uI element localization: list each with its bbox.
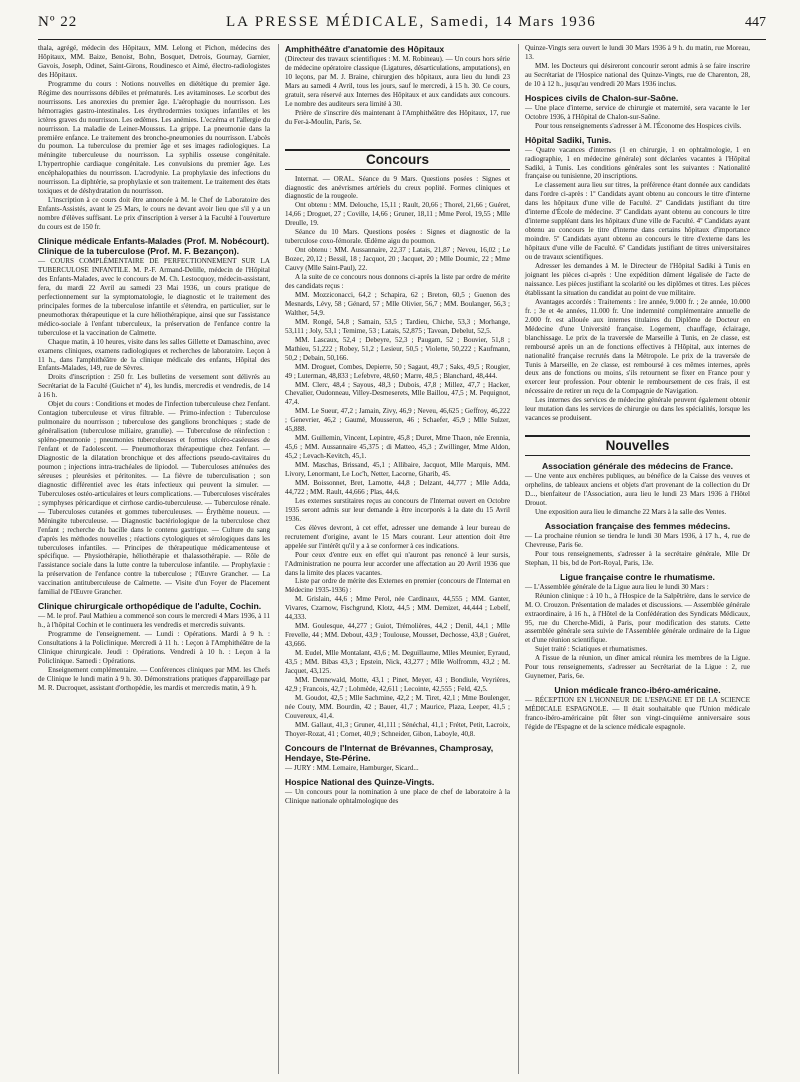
page-number: 447 xyxy=(744,15,766,30)
paragraph: — Une place d'interne, service de chirurgie et maternité, sera vacante le 1er Octobre 1936, à l'Hôpital de Chalon-sur-Saône. xyxy=(525,103,750,121)
paragraph: — COURS COMPLÉMENTAIRE DE PERFECTIONNEMENT SUR LA TUBERCULOSE INFANTILE. M. P.-F. Armand-Delille, médecin de l'Hôpital des Enfants-Malades, avec le concours de M. Ch. Lestocquoy, médecin-assistant, fera, du mardi 22 Avril au samedi 23 Mai 1936, un cours pratique de perfectionnement sur la symptomatologie, le diagnostic et le traitement des principales formes de la tuberculose infantile et s'étendra, en particulier, sur le pneumothorax thérapeutique et la cure héliothérapique, ainsi que sur l'assistance médico-sociale à l'enfant tuberculeux, la préservation de l'enfance contre la tuberculose et la vaccination de Calmette. xyxy=(38,257,270,337)
section-heading: Clinique chirurgicale orthopédique de l'adulte, Cochin. xyxy=(38,601,262,612)
results-list: MM. Dennewald, Motte, 43,1 ; Pinet, Meyer, 43 ; Bondiule, Veyrières, 42,9 ; Francois, 42,7 ; Lohmède, 42,611 ; Lecointe, 42,555 ; Feld, 42,5. xyxy=(285,675,510,693)
paragraph: Quinze-Vingts sera ouvert le lundi 30 Mars 1936 à 9 h. du matin, rue Moreau, 13. xyxy=(525,44,750,61)
paragraph: — Quatre vacances d'internes (1 en chirurgie, 1 en ophtalmologie, 1 en radiographie, 1 en médecine générale) sont déclarées vacantes à l'Hôpital Sadiki, à Tunis. Les conditions générales sont les suivantes : Nationalité française ou tunisienne, 20 inscriptions. xyxy=(525,145,750,181)
section-heading: Association française des femmes médecins. xyxy=(544,520,731,531)
section-heading: Concours de l'Internat de Brévannes, Champrosay, Hendaye, Ste-Périne. xyxy=(285,742,494,763)
paragraph: — L'Assemblée générale de la Ligue aura lieu le lundi 30 Mars : xyxy=(525,582,709,591)
paragraph: Enseignement complémentaire. — Conférences cliniques par MM. les Chefs de Clinique le lundi matin à 9 h. 30. Démonstrations pratiques d'appareillage par M. R. Ducroquet, assistant d'orthopédie, les mardis et mercredis matin, à 9 h. xyxy=(38,665,270,692)
results-list: MM. Goulesque, 44,277 ; Guiot, Trémolières, 44,2 ; Denil, 44,1 ; Mlle Frevelle, 44 ; MM. Debout, 43,9 ; Toulouse, Mousset, Dechosse, 43,8 ; Guéret, 43,666. xyxy=(285,622,510,649)
issue-number: Nº 22 xyxy=(38,14,78,30)
nouvelles-title: Nouvelles xyxy=(525,435,750,456)
paragraph: Programme du cours : Notions nouvelles en diététique du premier âge. Régime des nourrissons débiles et prématurés. Les avitaminoses. Le scorbut des nourrissons. Les anorexies du premier âge. L'aérophagie du nourrisson. Les hémorragies gastro-intestinales. Les érythrodermies toxiques infantiles et les ictères graves du nourrisson. Les œdèmes. Les anémies. L'eczéma et l'allergie du nourrisson. La maladie de Leiner-Moussus. La grippe. La pneumonie dans la première enfance. Le traitement des broncho-pneumonies du nourrisson. L'abcès du poumon. La tuberculose du premier âge et ses images radiologiques. La méningite tuberculeuse du nourrisson. La syphilis osseuse congénitale. L'hypertrophie cardiaque congénitale. Les convulsions du premier âge. Les encéphalopathies du nourrisson. L'acrodynie. La prophylaxie des infections du nourrisson. La diphtérie, sa prophylaxie et son traitement. Le traitement des états toxiques et de déshydratation du nourrisson. xyxy=(38,79,270,196)
paragraph: Ont obtenu : MM. Aussannaire, 22,37 ; Latais, 21,87 ; Neveu, 16,02 ; Le Bozec, 20,12 ; Bessil, 18 ; Jacquot, 20 ; Jacquet, 20 ; Mlle Doumic, 22 ; Mme Cauvy (Mlle Saint-Paul), 22. xyxy=(285,246,510,273)
results-list: M. Eudel, Mlle Montalant, 43,6 ; M. Deguillaume, Mlles Meunier, Eyraud, 43,5 ; MM. Bibas 43,3 ; Epstein, Nick, 43,277 ; Mlle Wolfromm, 43,2 ; M. Jacquet, 43,125. xyxy=(285,649,510,675)
issue-date: Samedi, 14 Mars 1936 xyxy=(430,14,597,30)
column-2 xyxy=(278,44,510,1074)
paragraph: — RÉCEPTION EN L'HONNEUR DE L'ESPAGNE ET DE LA SCIENCE MÉDICALE ESPAGNOLE. — Il était souhaitable que l'Union médicale franco-ibéro-américaine pût fêter son vingt-cinquième anniversaire sous l'égide de l'Espagne et de la science médicale espagnole. xyxy=(525,696,750,732)
paragraph: Programme de l'enseignement. — Lundi : Opérations. Mardi à 9 h. : Consultations à la Policlinique. Mercredi à 11 h. : Leçon à l'Amphithéâtre de la Clinique chirurgicale. Jeudi : Opérations. Vendredi à 10 h. : Leçon à la Policlinique. Samedi : Opérations. xyxy=(38,630,270,665)
paragraph: Séance du 10 Mars. Questions posées : Signes et diagnostic de la tuberculose coxo-fémorale. Œdème aigu du poumon. xyxy=(285,228,510,246)
columns xyxy=(38,44,766,1074)
column-3 xyxy=(518,44,750,1074)
concours-title: Concours xyxy=(285,149,510,170)
paragraph: A l'issue de la réunion, un dîner amical réunira les membres de la Ligue. Pour tous renseignements, s'adresser au Secrétariat de la Ligue : 2, rue Guynemer, Paris, 6e. xyxy=(525,654,750,681)
paragraph: L'inscription à ce cours doit être annoncée à M. le Chef de Laboratoire des Enfants-Assistés, avant le 25 Mars, le cours ne devant avoir lieu que s'il y a un nombre d'élèves suffisant. Le prix d'inscription à verser à la Faculté à l'ouverture du cours est de 150 fr. xyxy=(38,196,270,232)
paragraph: Adresser les demandes à M. le Directeur de l'Hôpital Sadiki à Tunis en joignant les pièces ci-après : Une expédition dûment légalisée de l'acte de naissance. Les pièces justifiant la scolarité ou les diplômes et titres. Les pièces établissant la situation du candidat au point de vue militaire. xyxy=(525,262,750,297)
results-list: MM. Maschas, Brissand, 45,1 ; Allibaire, Jacquot, Mlle Marquis, MM. Livory, Lenormant, Le Loc'h, Netter, Lacorne, Gharib, 45. xyxy=(285,461,510,479)
results-list: MM. Boissonnet, Bret, Lamotte, 44,8 ; Delzant, 44,777 ; Mlle Adda, 44,722 ; MM. Rault, 44,666 ; Plas, 44,6. xyxy=(285,478,510,496)
section-heading: Hospice National des Quinze-Vingts. xyxy=(285,776,435,787)
results-list: MM. Clerc, 48,4 ; Sayous, 48,3 ; Dubois, 47,8 ; Millez, 47,7 ; Hacker, Chevalier, Oudonneau, Villey-Desmeserets, Mlle Baillou, 47,5 ; M. Pequignot, 47,4. xyxy=(285,380,510,407)
section-heading: Clinique médicale Enfants-Malades (Prof. M. Nobécourt). Clinique de la tuberculose (Prof. M. F. Bezançon). xyxy=(38,236,270,257)
results-list: M. Grislain, 44,6 ; Mme Perol, née Cardinaux, 44,555 ; MM. Ganter, Vivares, Czarnow, Fischgrund, Klotz, 44,5 ; MM. Demizet, 44,444 ; Lebelf, 44,333. xyxy=(285,595,510,622)
results-list: MM. Guillemin, Vincent, Lepintre, 45,8 ; Duret, Mme Thaon, née Erennia, 45,6 ; MM. Aussannaire 45,375 ; di Matteo, 45,3 ; Zwillinger, Mme Aldon, 45,2 ; Levach-Kevitch, 45,1. xyxy=(285,434,510,461)
section-heading: Association générale des médecins de France. xyxy=(541,461,734,472)
paragraph: Ces élèves devront, à cet effet, adresser une demande à leur bureau de recrutement d'origine, avant le 15 Mars courant. Leur attention doit être appelée sur l'intérêt qu'il y a à se conformer à ces indications. xyxy=(285,523,510,550)
paragraph: Liste par ordre de mérite des Externes en premier (concours de l'Internat en Médecine 1935-1936) : xyxy=(285,577,510,595)
paragraph: Internat. — ORAL. Séance du 9 Mars. Questions posées : Signes et diagnostic des anévrismes artériels du creux poplité. Formes cliniques et diagnostic de la rougeole. xyxy=(285,174,510,201)
masthead xyxy=(38,0,766,40)
journal-name: LA PRESSE MÉDICALE, xyxy=(225,14,426,30)
paragraph: Prière de s'inscrire dès maintenant à l'Amphithéâtre des Hôpitaux, 17, rue du Fer-à-Moulin, Paris, 5e. xyxy=(285,108,510,126)
paragraph: — La prochaine réunion se tiendra le lundi 30 Mars 1936, à 17 h., 4, rue de Chevreuse, Paris 6e. xyxy=(525,531,750,549)
section-heading: Amphithéâtre d'anatomie des Hôpitaux xyxy=(285,44,445,54)
section-heading: Hospices civils de Chalon-sur-Saône. xyxy=(525,92,679,103)
masthead-title xyxy=(226,14,596,31)
paragraph: Une exposition aura lieu le dimanche 22 Mars à la salle des Ventes. xyxy=(535,507,727,516)
results-list: MM. Mozziconacci, 64,2 ; Schapira, 62 ; Breton, 60,5 ; Guenon des Mesnards, Lévy, 58 ; Génard, 57 ; Mlle Olivier, 56,7 ; MM. Boulanger, 56,3 ; Walther, 54,9. xyxy=(285,290,510,317)
column-1 xyxy=(38,44,270,1074)
section-heading: Hôpital Sadiki, Tunis. xyxy=(525,134,612,145)
paragraph: Pour tous renseignements, s'adresser à la secrétaire générale, Mlle Dr Stephan, 11 bis, bd de Port-Royal, Paris, 13e. xyxy=(525,549,750,567)
paragraph: Ont obtenu : MM. Delouche, 15,11 ; Rault, 20,66 ; Thorel, 21,66 ; Guéret, 14,66 ; Droguet, 27 ; Coville, 14,66 ; Gruner, 18,11 ; Mme Perol, 19,55 ; Mlle Dreulle, 19. xyxy=(285,201,510,228)
paragraph: Sujet traité : Sciatiques et rhumatismes. xyxy=(535,645,648,654)
paragraph: Les externes surstitaires reçus au concours de l'Internat ouvert en Octobre 1935 seront admis sur leur demande à être incorporés à la date du 15 Avril 1936. xyxy=(285,496,510,523)
results-list: M. Goudot, 42,5 ; Mlle Sachmine, 42,2 ; M. Tiret, 42,1 ; Mme Boulenger, née Couty, MM. Bourdin, 42 ; Bauer, 41,7 ; Maurice, Plaza, Leeper, 41,5 ; Couvereux, 41,4. xyxy=(285,693,510,720)
paragraph: Réunion clinique : à 10 h., à l'Hospice de la Salpêtrière, dans le service de M. O. Crouzon. Présentation de malades et discussions. — Assemblée générale extraordinaire, à 16 h., à l'Hôtel de la Confédération des Syndicats Médicaux, 95, rue du Cherche-Midi, à Paris, pour modification des statuts. Cette assemblée générale sera suivie de l'Assemblée générale ordinaire de la Ligue et d'une réunion scientifique. xyxy=(525,591,750,645)
paragraph: — M. le prof. Paul Mathieu a commencé son cours le mercredi 4 Mars 1936, à 11 h., à l'hôpital Cochin et le continuera les vendredis et mercredis suivants. xyxy=(38,612,270,630)
paragraph: — JURY : MM. Lemaire, Hamburger, Sicard... xyxy=(285,763,419,772)
results-list: MM. Lascaux, 52,4 ; Debeyre, 52,3 ; Paugam, 52 ; Bouvier, 51,8 ; Mathieu, 51,222 ; Robey, 51,2 ; Lesieur, 50,5 ; Violette, 50,222 ; Kaufmann, 50,2 ; Debain, 50,166. xyxy=(285,335,510,362)
paragraph: Pour tous renseignements s'adresser à M. l'Économe des Hospices civils. xyxy=(535,121,742,130)
paragraph: A la suite de ce concours nous donnons ci-après la liste par ordre de mérite des candidats reçus : xyxy=(285,273,510,291)
paragraph: — Une vente aux enchères publiques, au bénéfice de la Caisse des veuves et orphelins, de tableaux anciens et objets d'art provenant de la collection du Dr D..., bienfaiteur de l'Association, aura lieu le lundi 23 Mars 1936 à l'Hôtel Drouot. xyxy=(525,472,750,507)
results-list: MM. Gallaut, 41,3 ; Gruner, 41,111 ; Sénéchal, 41,1 ; Frétet, Petit, Lacroix, Thoyer-Rozat, 41 ; Cornet, 40,9 ; Schneider, Gibon, Laboyle, 40,8. xyxy=(285,720,510,738)
paragraph: Objet du cours : Conditions et modes de l'infection tuberculeuse chez l'enfant. Contagion tuberculeuse et virus filtrable. — Primo-infection : Tuberculose pulmonaire du nourrisson ; tuberculose des ganglions bronchiques ; stade de généralisation (tuberculose miliaire, granulie). — Tuberculose de réinfection : spléno-pneumonie ; pneumonies tuberculeuses et formes ulcéro-caséeuses de l'enfant et de l'adolescent. — Pneumothorax thérapeutique chez l'enfant. — Diagnostic de la dilatation bronchique et des affections pseudo-cavitaires du poumon ; injections intra-trachéales de lipiodol. — Tuberculoses atténuées des séreuses ; pleurésies et péritonites. — La fièvre de tuberculisation ; son diagnostic différentiel avec les états infectieux qui peuvent la simuler. — Tuberculoses ostéo-articulaires et leurs complications. — Tuberculoses viscérales ; symphyses péricardique et cirrhose cardio-tuberculeuse. — Tuberculose rénale. — Tuberculoses cutanées et gommes tuberculeuses. — Érythème noueux. — Méningite tuberculeuse. — Diagnostic bactériologique de la tuberculose chez l'enfant ; recherche du bacille dans le contenu gastrique. — Culture du sang d'après les méthodes nouvelles ; réactions cytologiques et sérologiques dans les tuberculoses infantiles. — Principes de thérapeutique médicamenteuse et spécifique. — Physiothérapie, héliothérapie et thalassothérapie. — Rôle de l'assistance sociale dans la lutte contre la tuberculose infantile. — Prophylaxie : la préservation de l'enfance contre la tuberculose ; l'Œuvre Grancher. — La vaccination antituberculeuse de Calmette. — Visite d'un Foyer de Placement familial de l'Œuvre Grancher. xyxy=(38,400,270,597)
paragraph: Le classement aura lieu sur titres, la préférence étant donnée aux candidats dans l'ordre ci-après : 1º Candidats ayant obtenu au concours le titre d'interne dans les hôpitaux d'une ville de Faculté. 2º Candidats justifiant du titre d'interne d'École de médecine. 3º Candidats ayant obtenu au concours le titre d'interne suppléant dans les hôpitaux d'une ville de Faculté. 4º Candidats ayant obtenu au concours le titre d'interne dans certains hôpitaux d'importance moindre. 5º Candidats ayant obtenu au concours le titre d'externe dans les hôpitaux d'une ville de Faculté. 6º Candidats justifiant de titres universitaires ou de travaux scientifiques. xyxy=(525,181,750,262)
paragraph: — Un concours pour la nomination à une place de chef de laboratoire à la Clinique nationale ophtalmologique des xyxy=(285,787,510,805)
results-list: MM. Rongé, 54,8 ; Samain, 53,5 ; Tardieu, Chiche, 53,3 ; Morhange, 53,111 ; Joly, 53,1 ; Temime, 53 ; Latais, 52,875 ; Tavean, Debelut, 52,5. xyxy=(285,317,510,335)
paragraph: Chaque matin, à 10 heures, visite dans les salles Gillette et Damaschino, avec examens cliniques, examens radiologiques et recherches de laboratoire. Leçon à 11 h., dans l'amphithéâtre de la clinique médicale des enfants, Hôpital des Enfants-Malades, 149, rue de Sèvres. xyxy=(38,337,270,373)
results-list: MM. Le Sueur, 47,2 ; Jamain, Zivy, 46,9 ; Neveu, 46,625 ; Geffroy, 46,222 ; Genevrier, 46,2 ; Gaumé, Mousseron, 46 ; Schaefer, 45,9 ; Mlle Sulzer, 45,888. xyxy=(285,407,510,434)
paragraph: Les internes des services de médecine générale peuvent également obtenir leur mutation dans les services de chirurgie ou dans les spécialités, lorsque les vacances se produisent. xyxy=(525,396,750,423)
paragraph: (Directeur des travaux scientifiques : M. M. Robineau). — Un cours hors série de médecine opératoire classique (Ligatures, désarticulations, amputations), en 10 leçons, par M. J. Braine, chirurgien des hôpitaux, aura lieu du lundi 23 Mars au samedi 4 Avril, tous les jours, sauf le mercredi, à 15 h. 30. Ce cours, gratuit, sera réservé aux Internes des Hôpitaux et aux candidats aux concours. Le nombre des auditeurs sera limité à 30. xyxy=(285,55,510,108)
section-heading: Ligue française contre le rhumatisme. xyxy=(560,571,715,582)
paragraph: thala, agrégé, médecin des Hôpitaux, MM. Lelong et Pichon, médecins des Hôpitaux, MM. Baize, Benoist, Bohn, Bosquet, Detrois, Gournay, Garnier, Gavois, Joseph, Odinet, Saint-Girons, Roudinesco et Aimé, électro-radiologistes des Hôpitaux. xyxy=(38,44,270,79)
paragraph: Pour ceux d'entre eux en effet qui n'auront pas renoncé à leur sursis, l'Administration ne pourra leur accorder une affectation au 20 Avril 1936 que dans la limite des places vacantes. xyxy=(285,550,510,577)
paragraph: Avantages accordés : Traitements : 1re année, 9.000 fr. ; 2e année, 10.000 fr. ; 3e et 4e années, 11.000 fr. Une indemnité complémentaire annuelle de 2.000 fr. est allouée aux internes titulaires du Diplôme de Docteur en Médecine d'une Université française. Logement, chauffage, éclairage, blanchissage. Le prix de la traversée de Marseille à Tunis, en 2e classe, est remboursé après un an de fonctions effectives à l'Hôpital, aux internes de nationalité française recrutés dans la Métropole. Le prix de la traversée de Tunis à Marseille, en 2e classe, est remboursé à ces mêmes internes, après deux ans de fonctions ou moins, s'ils retournent se fixer en France pour y exercer leur profession. Pour obtenir le remboursement de ces frais, il est nécessaire de retirer un reçu de la Compagnie de Navigation. xyxy=(525,297,750,396)
paragraph: Droits d'inscription : 250 fr. Les bulletins de versement sont délivrés au Secrétariat de la Faculté (Guichet nº 4), les lundis, mercredis et vendredis, de 14 à 16 h. xyxy=(38,373,270,400)
paragraph: MM. les Docteurs qui désireront concourir seront admis à se faire inscrire au Secrétariat de l'Hospice national des Quinze-Vingts, rue de Charenton, 28, de 10 à 12 h., jusqu'au vendredi 20 Mars 1936 inclus. xyxy=(525,61,750,88)
section-heading: Union médicale franco-ibéro-américaine. xyxy=(554,685,721,696)
results-list: MM. Droguet, Combes, Depierre, 50 ; Sagaut, 49,7 ; Saks, 49,5 ; Rougier, 49 ; Luterman, 48,833 ; Lefebvre, 48,60 ; Marre, 48,5 ; Blanchard, 48,444. xyxy=(285,362,510,380)
